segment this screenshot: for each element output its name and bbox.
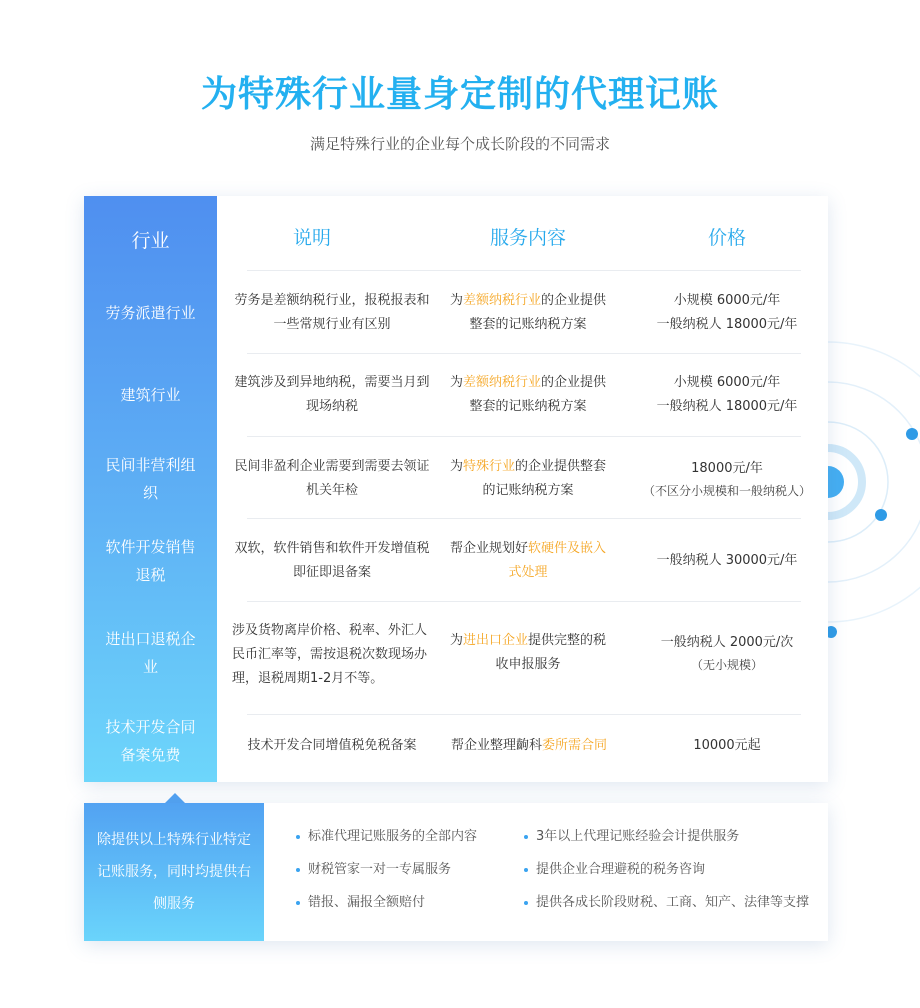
row-service: 为特殊行业的企业提供整套的记账纳税方案 (449, 459, 607, 498)
industry-header: 行业 (131, 230, 170, 252)
row-description: 民间非盈利企业需要到需要去领证机关年检 (234, 459, 430, 498)
row-divider (247, 353, 801, 354)
industry-item: 软件开发销售退税 (105, 538, 196, 584)
row-service: 为进出口企业提供完整的税收申报服务 (449, 633, 607, 672)
industry-item: 进出口退税企业 (105, 630, 196, 676)
row-service: 为差额纳税行业的企业提供整套的记账纳税方案 (449, 375, 607, 414)
row-divider (247, 601, 801, 602)
row-divider (247, 436, 801, 437)
list-item: 错报、漏报全额赔付 (296, 893, 477, 926)
list-item: 提供各成长阶段财税、工商、知产、法律等支撑 (524, 893, 809, 926)
row-divider (247, 518, 801, 519)
row-service: 为差额纳税行业的企业提供整套的记账纳税方案 (449, 293, 607, 332)
list-item: 标准代理记账服务的全部内容 (296, 827, 477, 860)
row-divider (247, 270, 801, 271)
row-description: 双软，软件销售和软件开发增值税即征即退备案 (234, 541, 430, 580)
list-item: 财税管家一对一专属服务 (296, 860, 477, 893)
industry-item: 民间非营利组织 (105, 456, 196, 502)
row-description: 技术开发合同增值税免税备案 (247, 738, 417, 753)
row-price: 小规模 6000元/年 一般纳税人 18000元/年 (656, 293, 798, 332)
industry-table (84, 196, 828, 782)
row-price: 10000元起 (693, 738, 761, 753)
pointer-arrow (165, 793, 185, 803)
row-price: 一般纳税人 2000元/次 （无小规模） (660, 635, 794, 672)
extra-services-panel (84, 803, 828, 941)
industry-item: 建筑行业 (120, 386, 181, 404)
desc-header: 说明 (292, 227, 331, 249)
row-description: 涉及货物离岸价格、税率、外汇人民币汇率等，需按退税次数现场办理，退税周期1-2月不等。 (232, 623, 428, 686)
page-title: 为特殊行业量身定制的代理记账 (200, 74, 719, 115)
industry-item: 劳务派遣行业 (105, 304, 196, 322)
row-price: 18000元/年 （不区分小规模和一般纳税人） (642, 461, 811, 498)
service-header: 服务内容 (489, 227, 566, 249)
row-description: 劳务是差额纳税行业，报税报表和一些常规行业有区别 (234, 293, 430, 332)
row-service: 帮企业整理齣科委所需合同 (450, 738, 608, 753)
row-service: 帮企业规划好软硬件及嵌入式处理 (449, 541, 607, 580)
industry-column (84, 196, 217, 782)
price-header: 价格 (707, 227, 746, 249)
page-subtitle: 满足特殊行业的企业每个成长阶段的不同需求 (309, 135, 610, 153)
extra-services-list-left (296, 827, 477, 926)
row-divider (247, 714, 801, 715)
list-item: 提供企业合理避税的税务咨询 (524, 860, 809, 893)
row-price: 小规模 6000元/年 一般纳税人 18000元/年 (656, 375, 798, 414)
list-item: 3年以上代理记账经验会计提供服务 (524, 827, 809, 860)
row-description: 建筑涉及到异地纳税，需要当月到现场纳税 (234, 375, 430, 414)
extra-services-list-right (524, 827, 809, 926)
industry-item: 技术开发合同备案免费 (105, 718, 196, 764)
row-price: 一般纳税人 30000元/年 (656, 553, 798, 568)
extra-services-intro: 除提供以上特殊行业特定记账服务，同时均提供右侧服务 (84, 803, 264, 941)
